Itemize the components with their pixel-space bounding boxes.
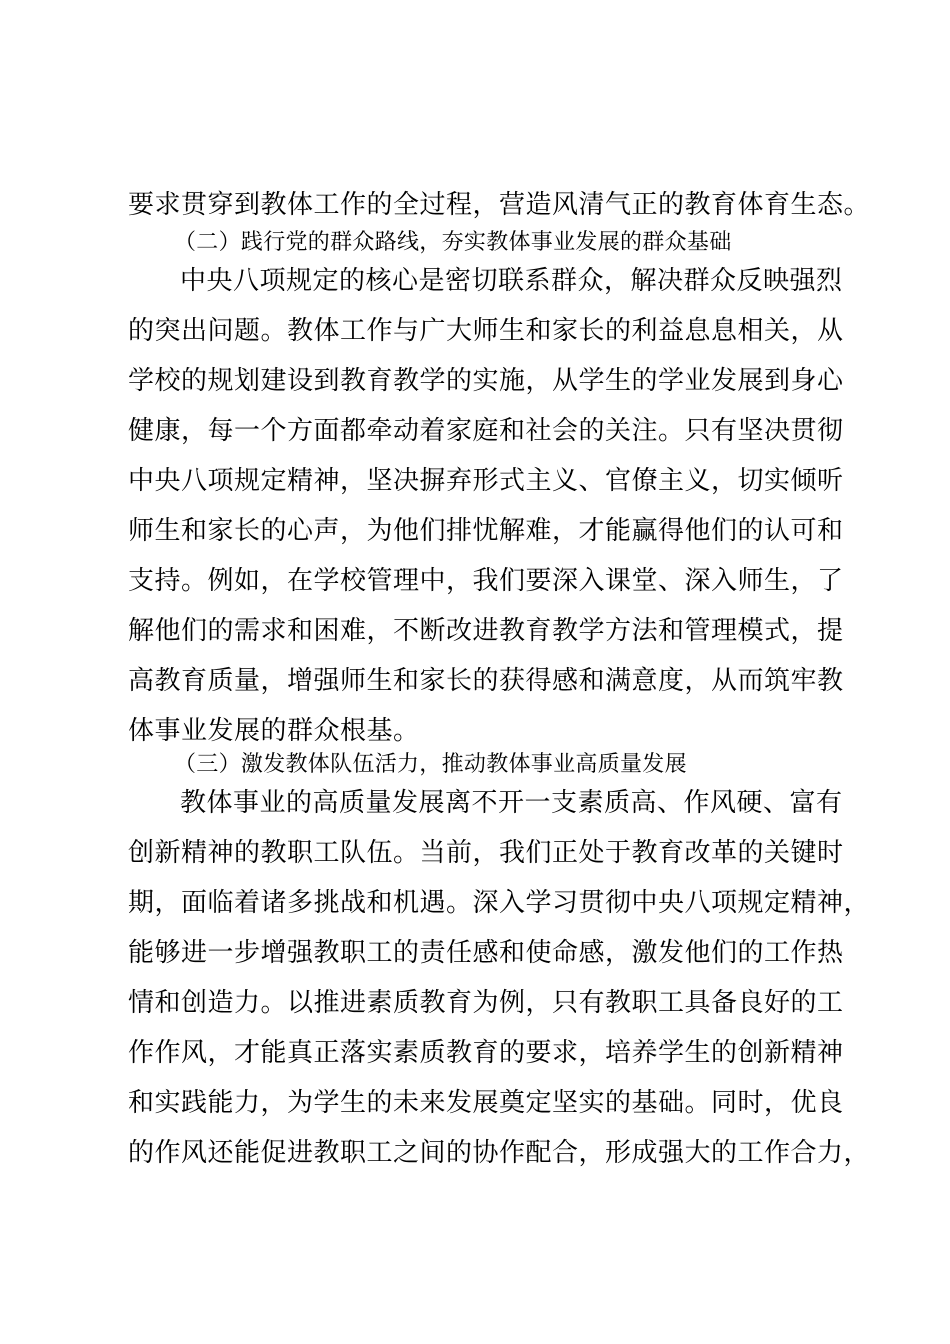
paragraph-line: 中央八项规定的核心是密切联系群众，解决群众反映强烈: [180, 266, 843, 296]
paragraph-line: 创新精神的教职工队伍。当前，我们正处于教育改革的关键时: [128, 838, 844, 868]
paragraph-line: 的作风还能促进教职工之间的协作配合，形成强大的工作合力，: [128, 1138, 871, 1168]
paragraph-line: 解他们的需求和困难，不断改进教育教学方法和管理模式，提: [128, 616, 844, 646]
paragraph-line: 体事业发展的群众根基。: [128, 716, 420, 746]
paragraph-line: 要求贯穿到教体工作的全过程，营造风清气正的教育体育生态。: [128, 190, 871, 220]
paragraph-line: 高教育质量，增强师生和家长的获得感和满意度，从而筑牢教: [128, 666, 844, 696]
section-heading-2: （二）践行党的群众路线，夯实教体事业发展的群众基础: [174, 230, 732, 255]
paragraph-line: 学校的规划建设到教育教学的实施，从学生的学业发展到身心: [128, 366, 844, 396]
paragraph-line: 情和创造力。以推进素质教育为例，只有教职工具备良好的工: [128, 988, 844, 1018]
paragraph-line: 和实践能力，为学生的未来发展奠定坚实的基础。同时，优良: [128, 1088, 844, 1118]
paragraph-line: 能够进一步增强教职工的责任感和使命感，激发他们的工作热: [128, 938, 844, 968]
paragraph-line: 的突出问题。教体工作与广大师生和家长的利益息息相关，从: [128, 316, 844, 346]
paragraph-line: 作作风，才能真正落实素质教育的要求，培养学生的创新精神: [128, 1038, 844, 1068]
section-heading-3: （三）激发教体队伍活力，推动教体事业高质量发展: [174, 752, 687, 777]
paragraph-line: 支持。例如，在学校管理中，我们要深入课堂、深入师生，了: [128, 566, 844, 596]
paragraph-line: 期，面临着诸多挑战和机遇。深入学习贯彻中央八项规定精神，: [128, 888, 871, 918]
paragraph-line: 健康，每一个方面都牵动着家庭和社会的关注。只有坚决贯彻: [128, 416, 844, 446]
paragraph-line: 师生和家长的心声，为他们排忧解难，才能赢得他们的认可和: [128, 516, 844, 546]
paragraph-line: 教体事业的高质量发展离不开一支素质高、作风硬、富有: [180, 788, 843, 818]
paragraph-line: 中央八项规定精神，坚决摒弃形式主义、官僚主义，切实倾听: [128, 466, 844, 496]
